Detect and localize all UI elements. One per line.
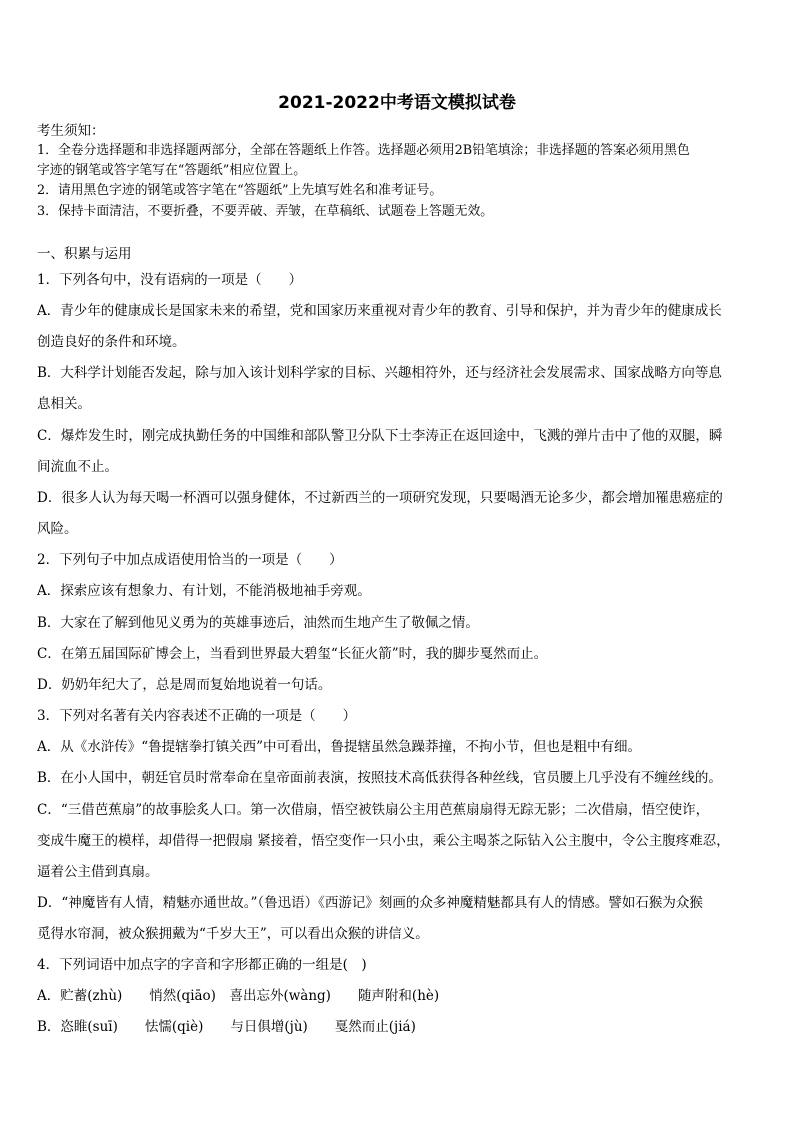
option-text: B．大家在了解到他见义勇为的英雄事迹后，油然而生地产生了敬佩之情。 xyxy=(37,615,479,631)
option-text: A．探索应该有想象力、有计划，不能消极地袖手旁观。 xyxy=(37,583,371,599)
option-text: C．“三借芭蕉扇”的故事脍炙人口。第一次借扇，悟空被铁扇公主用芭蕉扇扇得无踪无影；二次借扇，悟空使诈， xyxy=(37,802,710,818)
option-text: C．在第五届国际矿博会上，当看到世界最大碧玺“长征火箭”时，我的脚步戛然而止。 xyxy=(37,646,548,662)
option-text: D．奶奶年纪大了，总是周而复始地说着一句话。 xyxy=(37,677,332,693)
option-text: A．青少年的健康成长是国家未来的希望，党和国家历来重视对青少年的教育、引导和保护，并为青少年的健康成长 xyxy=(37,303,722,319)
option-text: 觅得水帘洞，被众猴拥戴为“千岁大王”，可以看出众猴的讲信义。 xyxy=(37,926,429,942)
question-stem: 2．下列句子中加点成语使用恰当的一项是（ ） xyxy=(37,552,343,568)
question-stem: 4．下列词语中加点字的字音和字形都正确的一组是( ) xyxy=(37,957,367,973)
option-text: B．恣睢(suī) 怯懦(qiè) 与日俱增(jù) 戛然而止(jiá) xyxy=(37,1019,416,1035)
option-text: 风险。 xyxy=(37,521,78,537)
option-text: 息相关。 xyxy=(37,396,91,412)
question-stem: 1．下列各句中，没有语病的一项是（ ） xyxy=(37,272,303,288)
notice-line: 字迹的钢笔或答字笔写在“答题纸”相应位置上。 xyxy=(37,163,307,178)
notice-line: 1．全卷分选择题和非选择题两部分，全部在答题纸上作答。选择题必须用2B铅笔填涂；非选择题的答案必须用黑色 xyxy=(37,143,690,158)
option-text: D．“神魔皆有人情，精魅亦通世故。”（鲁迅语）《西游记》刻画的众多神魔精魅都具有人的情感。譬如石猴为众猴 xyxy=(37,895,703,911)
section-heading: 一、积累与运用 xyxy=(37,246,132,262)
option-text: B．大科学计划能否发起，除与加入该计划科学家的目标、兴趣相符外，还与经济社会发展需求、国家战略方向等息 xyxy=(37,365,722,381)
notice-line: 3．保持卡面清洁，不要折叠，不要弄破、弄皱，在草稿纸、试题卷上答题无效。 xyxy=(37,204,494,219)
option-text: D．很多人认为每天喝一杯酒可以强身健体，不过新西兰的一项研究发现，只要喝酒无论多少，都会增加罹患癌症的 xyxy=(37,490,723,506)
option-text: 间流血不止。 xyxy=(37,459,118,475)
notice-line: 2．请用黑色字迹的钢笔或答字笔在“答题纸”上先填写姓名和准考证号。 xyxy=(37,183,443,198)
option-text: B．在小人国中，朝廷官员时常奉命在皇帝面前表演，按照技术高低获得各种丝线，官员腰上几乎没有不缠丝线的。 xyxy=(37,770,722,786)
option-text: 创造良好的条件和环境。 xyxy=(37,334,186,350)
option-text: 逼着公主借到真扇。 xyxy=(37,864,159,880)
option-text: C．爆炸发生时，刚完成执勤任务的中国维和部队警卫分队下士李涛正在返回途中，飞溅的弹片击中了他的双腿，瞬 xyxy=(37,428,723,444)
page-title: 2021-2022中考语文模拟试卷 xyxy=(278,93,516,113)
option-text: A．从《水浒传》“鲁提辖拳打镇关西”中可看出，鲁提辖虽然急躁莽撞，不拘小节，但也是粗中有细。 xyxy=(37,739,642,755)
question-stem: 3．下列对名著有关内容表述不正确的一项是（ ） xyxy=(37,708,357,724)
option-text: 变成牛魔王的模样，却借得一把假扇 紧接着，悟空变作一只小虫，乘公主喝茶之际钻入公主腹中，令公主腹疼难忍， xyxy=(37,833,730,849)
notice-heading: 考生须知： xyxy=(37,123,105,139)
option-text: A．贮蓄(zhù) 悄然(qiāo) 喜出忘外(wàng) 随声附和(hè) xyxy=(37,988,440,1004)
